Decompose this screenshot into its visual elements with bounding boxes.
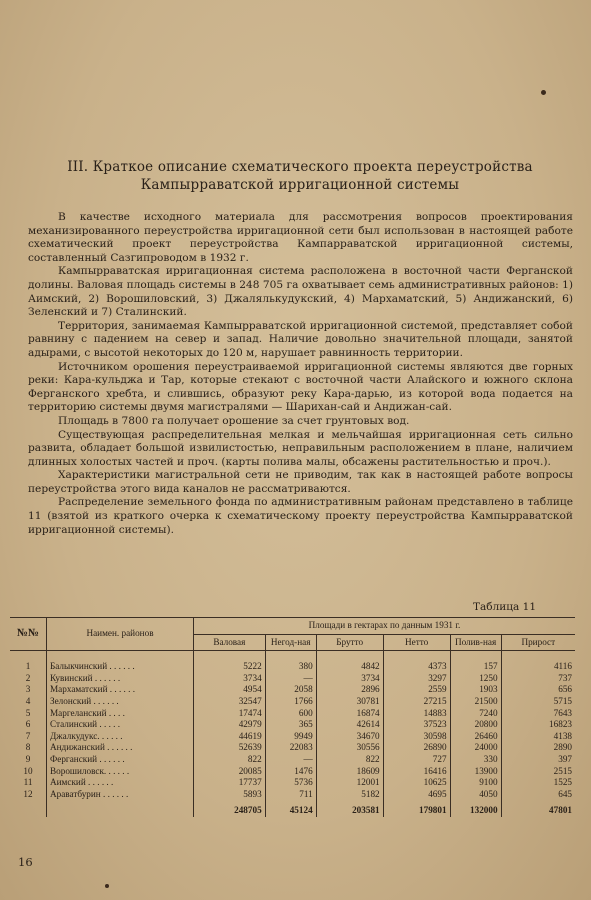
district-name: Араватбурин . . . . . .	[47, 789, 194, 801]
cell-netto: 26890	[383, 742, 450, 754]
cell-irrigated: 4050	[450, 789, 501, 801]
cell-increase: 656	[501, 684, 575, 696]
cell-irrigated: 7240	[450, 708, 501, 720]
cell-brutto: 12001	[316, 777, 383, 789]
section-heading-line-1: III. Краткое описание схематического проекта переустройства	[67, 159, 533, 175]
paragraph: Территория, занимаемая Кампырраватской ирригационной системой, представляет собой равнину с падением на север и запад. Наличие довольно значительной площади, занятой адырами, с высотой некоторых до 120 м, нарушает равнинность территории.	[28, 319, 573, 359]
cell-irrigated: 13900	[450, 766, 501, 778]
district-name: Кувинский . . . . . .	[47, 673, 194, 685]
cell-irrigated: 26460	[450, 731, 501, 743]
cell-unfit: 600	[265, 708, 316, 720]
cell-netto: 727	[383, 754, 450, 766]
cell-unfit: 1476	[265, 766, 316, 778]
paragraph: Источником орошения переустраиваемой ирригационной системы являются две горных реки: Кара-кульджа и Тар, которые стекают с восточной части Алайского и южного склона Ферганского хребта, и слившись, образуют реку Кара-дарью, из которой вода подается на территорию системы двумя магистралями — Шарихан-сай и Андижан-сай.	[28, 360, 573, 414]
cell-brutto: 30556	[316, 742, 383, 754]
cell-netto: 4373	[383, 661, 450, 673]
cell-brutto: 5182	[316, 789, 383, 801]
table-row	[10, 673, 575, 685]
cell-brutto: 4842	[316, 661, 383, 673]
page-number: 16	[18, 855, 33, 869]
district-name: Балыкчинский . . . . . .	[47, 661, 194, 673]
cell-irrigated: 20800	[450, 719, 501, 731]
totals-row	[10, 800, 575, 817]
row-number: 7	[25, 730, 31, 741]
header-increase: Прирост	[501, 634, 575, 651]
table-row	[10, 789, 575, 801]
cell-increase: 397	[501, 754, 575, 766]
cell-brutto: 16874	[316, 708, 383, 720]
cell-increase: 7643	[501, 708, 575, 720]
row-number: 2	[25, 672, 31, 683]
header-brutto: Брутто	[316, 634, 383, 651]
section-heading	[40, 158, 560, 194]
total-gross: 248705	[194, 800, 266, 817]
cell-brutto: 822	[316, 754, 383, 766]
totals-empty-cell	[47, 800, 194, 817]
ink-spot	[105, 884, 109, 888]
table-row	[10, 742, 575, 754]
cell-brutto: 18609	[316, 766, 383, 778]
cell-netto: 2559	[383, 684, 450, 696]
paragraph: В качестве исходного материала для рассмотрения вопросов проектирования механизированного переустройства ирригационной сети был использован в настоящей работе схематический проект переустройства Кампарраватской ирригационной системы, составленный Сазгипроводом в 1932 г.	[28, 211, 573, 264]
cell-increase: 5715	[501, 696, 575, 708]
cell-netto: 16416	[383, 766, 450, 778]
cell-gross: 5222	[194, 661, 266, 673]
cell-unfit: 22083	[265, 742, 316, 754]
cell-unfit: 711	[265, 789, 316, 801]
cell-increase: 2515	[501, 766, 575, 778]
paragraph: Площадь в 7800 га получает орошение за счет грунтовых вод.	[58, 414, 410, 427]
header-irrigated: Полив-ная	[450, 634, 501, 651]
table-row	[10, 754, 575, 766]
row-number: 8	[25, 742, 31, 753]
header-number: №№	[10, 618, 47, 651]
table-row	[10, 777, 575, 789]
district-name: Зелонский . . . . . .	[47, 696, 194, 708]
district-name: Андижанский . . . . . .	[47, 742, 194, 754]
cell-gross: 3734	[194, 673, 266, 685]
header-gross: Валовая	[194, 634, 266, 651]
totals-empty-cell	[10, 800, 47, 817]
header-netto: Нетто	[383, 634, 450, 651]
section-heading-line-2: Кампырраватской ирригационной системы	[140, 177, 460, 193]
cell-gross: 17737	[194, 777, 266, 789]
table-row	[10, 696, 575, 708]
cell-netto: 10625	[383, 777, 450, 789]
body-text	[28, 211, 573, 537]
total-brutto: 203581	[316, 800, 383, 817]
cell-gross: 17474	[194, 708, 266, 720]
cell-gross: 42979	[194, 719, 266, 731]
cell-increase: 16823	[501, 719, 575, 731]
spacer-row	[10, 651, 575, 662]
paragraph: Существующая распределительная мелкая и мельчайшая ирригационная сеть сильно развита, обладает большой извилистостью, неправильным расположением в плане, наличием длинных холостых частей и проч. (карты полива малы, обсажены растительностью и проч.).	[28, 428, 573, 468]
land-fund-table	[10, 617, 575, 817]
district-name: Аимский . . . . . .	[47, 777, 194, 789]
total-increase: 47801	[501, 800, 575, 817]
table-row	[10, 708, 575, 720]
row-number: 3	[25, 684, 31, 695]
cell-netto: 30598	[383, 731, 450, 743]
row-number: 9	[25, 753, 31, 764]
cell-gross: 5893	[194, 789, 266, 801]
district-name: Ферганский . . . . . .	[47, 754, 194, 766]
paragraph: Кампырраватская ирригационная система расположена в восточной части Ферганской долины. Валовая площадь системы в 248 705 га охватывает семь административных районов: 1) Аимский, 2) Ворошиловский, 3) Джалялькудукский, 4) Мархаматский, 5) Андижанский, 6) Зеленский и 7) Сталинский.	[28, 265, 573, 319]
table-row	[10, 719, 575, 731]
cell-irrigated: 24000	[450, 742, 501, 754]
cell-increase: 1525	[501, 777, 575, 789]
cell-brutto: 42614	[316, 719, 383, 731]
row-number: 1	[25, 661, 31, 672]
cell-irrigated: 21500	[450, 696, 501, 708]
district-name: Джалкудукс. . . . . .	[47, 731, 194, 743]
cell-brutto: 30781	[316, 696, 383, 708]
ink-spot	[541, 90, 546, 95]
cell-irrigated: 330	[450, 754, 501, 766]
row-number: 12	[23, 788, 33, 799]
cell-brutto: 2896	[316, 684, 383, 696]
cell-irrigated: 1250	[450, 673, 501, 685]
cell-increase: 4116	[501, 661, 575, 673]
cell-unfit: 2058	[265, 684, 316, 696]
table-row	[10, 684, 575, 696]
cell-gross: 44619	[194, 731, 266, 743]
district-name: Ворошиловск. . . . . .	[47, 766, 194, 778]
table-row	[10, 766, 575, 778]
cell-netto: 14883	[383, 708, 450, 720]
row-number: 6	[25, 719, 31, 730]
table-row	[10, 661, 575, 673]
cell-brutto: 34670	[316, 731, 383, 743]
cell-brutto: 3734	[316, 673, 383, 685]
cell-unfit: —	[265, 673, 316, 685]
row-number: 10	[23, 765, 33, 776]
row-number: 4	[25, 695, 31, 706]
cell-unfit: —	[265, 754, 316, 766]
district-name: Мархаматский . . . . . .	[47, 684, 194, 696]
row-number: 5	[25, 707, 31, 718]
district-name: Сталинский . . . . .	[47, 719, 194, 731]
cell-netto: 4695	[383, 789, 450, 801]
district-name: Маргеланский . . . .	[47, 708, 194, 720]
row-number: 11	[23, 777, 33, 788]
cell-netto: 27215	[383, 696, 450, 708]
cell-increase: 2890	[501, 742, 575, 754]
cell-unfit: 365	[265, 719, 316, 731]
cell-gross: 4954	[194, 684, 266, 696]
cell-unfit: 9949	[265, 731, 316, 743]
cell-irrigated: 1903	[450, 684, 501, 696]
paragraph: Распределение земельного фонда по административным районам представлено в таблице 11 (взятой из краткого очерка к схематическому проекту переустройства Кампырраватской ирригационной системы).	[28, 496, 573, 536]
cell-irrigated: 157	[450, 661, 501, 673]
cell-increase: 737	[501, 673, 575, 685]
total-irrigated: 132000	[450, 800, 501, 817]
header-name: Наимен. районов	[47, 618, 194, 651]
header-group: Площади в гектарах по данным 1931 г.	[194, 618, 576, 635]
total-netto: 179801	[383, 800, 450, 817]
total-unfit: 45124	[265, 800, 316, 817]
cell-unfit: 1766	[265, 696, 316, 708]
cell-unfit: 380	[265, 661, 316, 673]
cell-unfit: 5736	[265, 777, 316, 789]
cell-gross: 52639	[194, 742, 266, 754]
cell-netto: 3297	[383, 673, 450, 685]
cell-netto: 37523	[383, 719, 450, 731]
cell-increase: 4138	[501, 731, 575, 743]
cell-gross: 822	[194, 754, 266, 766]
cell-increase: 645	[501, 789, 575, 801]
cell-gross: 32547	[194, 696, 266, 708]
table-row	[10, 731, 575, 743]
table-caption: Таблица 11	[473, 601, 536, 613]
header-unfit: Негод-ная	[265, 634, 316, 651]
cell-irrigated: 9100	[450, 777, 501, 789]
cell-gross: 20085	[194, 766, 266, 778]
paragraph: Характеристики магистральной сети не приводим, так как в настоящей работе вопросы переустройства этого вида каналов не рассматриваются.	[28, 469, 573, 495]
